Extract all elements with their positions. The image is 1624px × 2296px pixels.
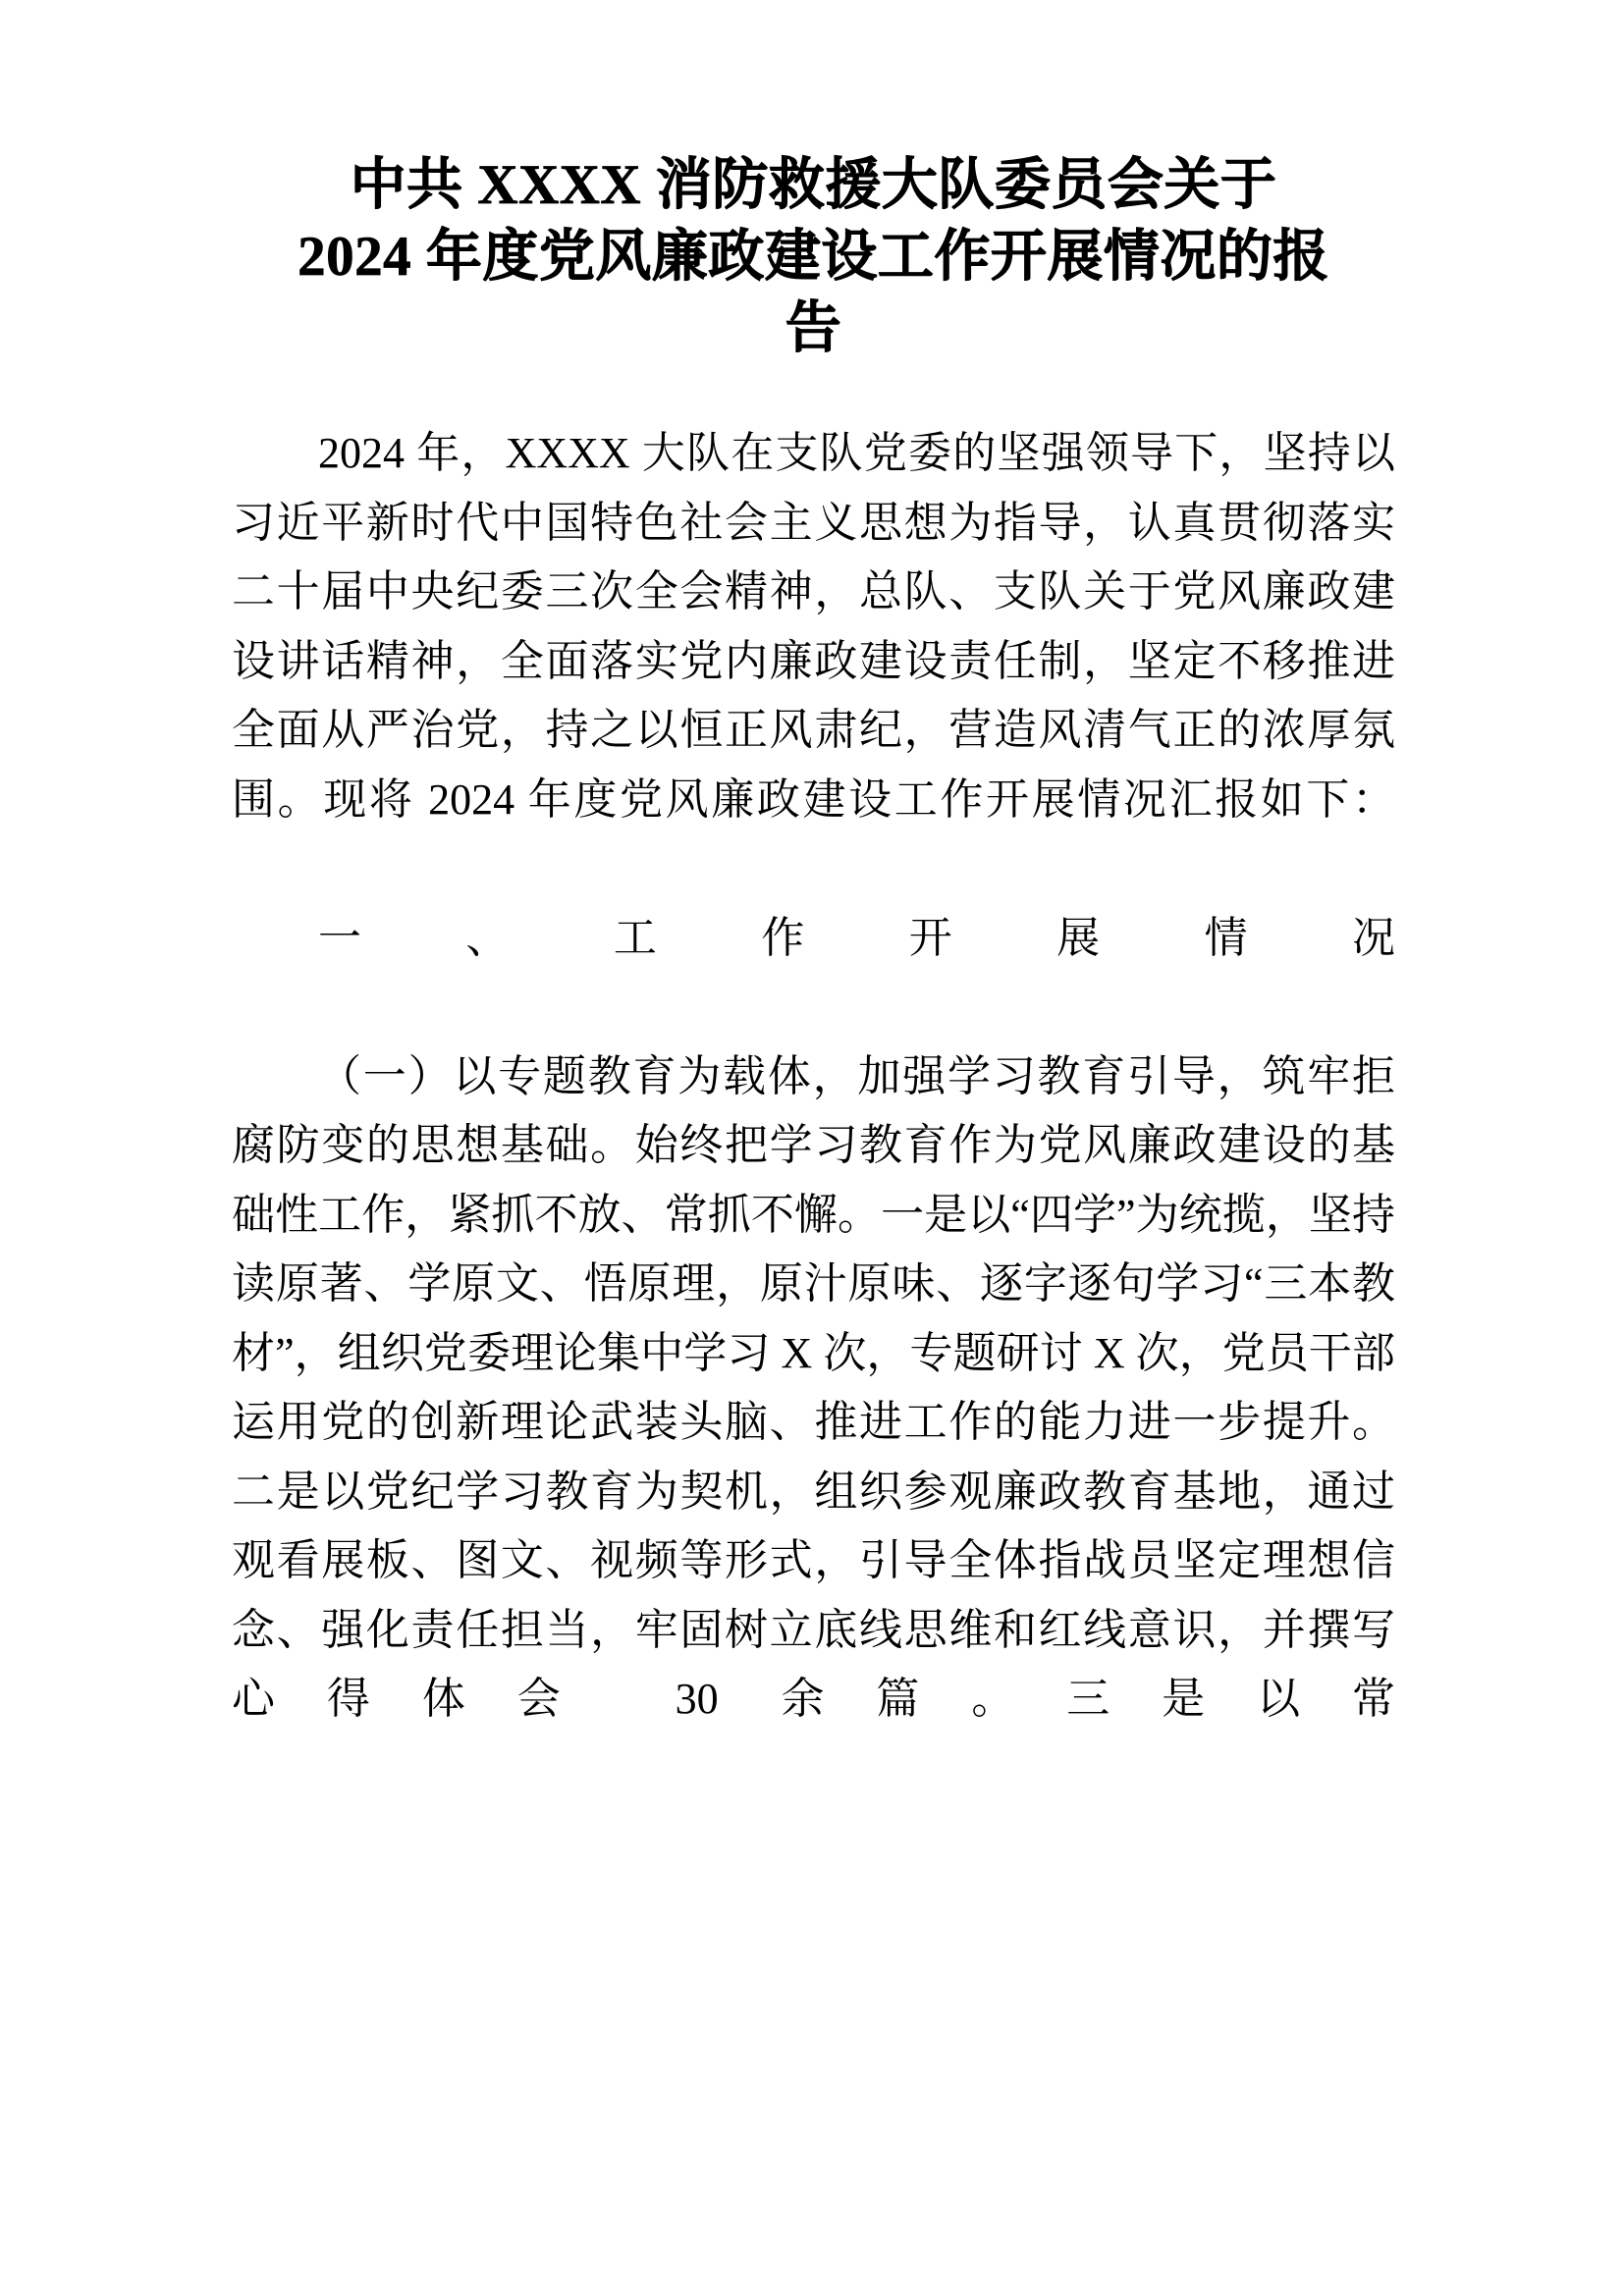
title-line-3: 告 [785,297,842,359]
title-line-1: 中共 XXXX 消防救援大队委员会关于 [350,154,1277,216]
opening-paragraph: 2024 年，XXXX 大队在支队党委的坚强领导下，坚持以习近平新时代中国特色社会主义思想为指导，认真贯彻落实二十届中央纪委三次全会精神，总队、支队关于党风廉政建设讲话精神，全面落实党内廉政建设责任制，坚定不移推进全面从严治党，持之以恒正风肃纪，营造风清气正的浓厚氛围。现将 2024 年度党风廉政建设工作开展情况汇报如下： [232,429,1395,824]
title-line-2: 2024 年度党风廉政建设工作开展情况的报 [298,226,1329,288]
text-column [232,0,1395,1803]
document-body [232,419,1395,1803]
section-heading-one: 一、工作开展情况 [318,913,1395,962]
subsection-one: （一）以专题教育为载体，加强学习教育引导，筑牢拒腐防变的思想基础。始终把学习教育作为党风廉政建设的基础性工作，紧抓不放、常抓不懈。一是以“四学”为统揽，坚持读原著、学原文、悟原理，原汁原味、逐字逐句学习“三本教材”，组织党委理论集中学习 X 次，专题研讨 X 次，党员干部运用党的创新理论武装头脑、推进工作的能力进一步提升。二是以党纪学习教育为契机，组织参观廉政教育基地，通过观看展板、图文、视频等形式，引导全体指战员坚定理想信念、强化责任担当，牢固树立底线思维和红线意识，并撰写心得体会 30 余篇。三是以常 [232,1051,1395,1723]
page-title [232,0,1395,364]
